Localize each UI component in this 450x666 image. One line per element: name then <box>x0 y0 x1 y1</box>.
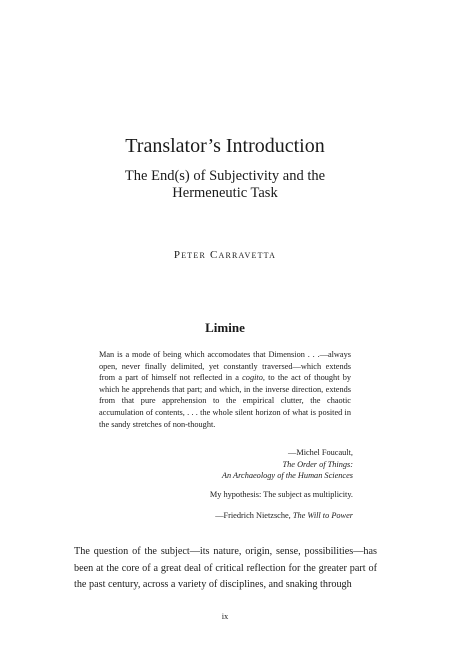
hypothesis-attribution <box>215 510 353 522</box>
epigraph-attribution-title-part2: An Archaeology of the Human Sciences <box>221 471 353 481</box>
chapter-subtitle-line-2: Hermeneutic Task <box>172 185 278 201</box>
body-paragraph: The question of the subject—its nature, origin, sense, possibilities—has been at the core of a great deal of critical reflection for the greater part of the past century, across a variety of disciplines, and snaking through <box>74 546 377 591</box>
chapter-title: Translator’s Introduction <box>125 135 325 157</box>
epigraph-attribution <box>222 447 353 482</box>
hypothesis-quote: My hypothesis: The subject as multiplicity. <box>209 490 353 499</box>
chapter-subtitle <box>0 168 450 202</box>
page-number: ix <box>221 611 229 621</box>
section-heading: Limine <box>205 320 245 335</box>
epigraph-quote: Man is a mode of being which accomodates that Dimension . . .—always open, never finally delimited, yet constantly traversed—which extends from a part of himself not reflected in a cogito, to the act of thought by which he apprehends that part; and which, in the inverse direction, extends from that pure apprehension to the empirical clutter, the chaotic accumulation of contents, . . . the whole silent horizon of what is posited in the sandy stretches of non-thought. <box>99 350 352 429</box>
chapter-subtitle-line-1: The End(s) of Subjectivity and the <box>124 168 326 184</box>
hypothesis-attribution-author: —Friedrich Nietzsche, <box>215 511 291 520</box>
epigraph-attribution-title-part1: The Order of Things: <box>282 459 353 469</box>
hypothesis-attribution-title: The Will to Power <box>292 511 353 520</box>
epigraph-attribution-line-1 <box>222 447 353 470</box>
epigraph-attribution-author: —Michel Foucault, <box>288 448 353 457</box>
author-name: Peter Carravetta <box>173 249 277 261</box>
epigraph-italic-term: cogito <box>242 373 263 383</box>
